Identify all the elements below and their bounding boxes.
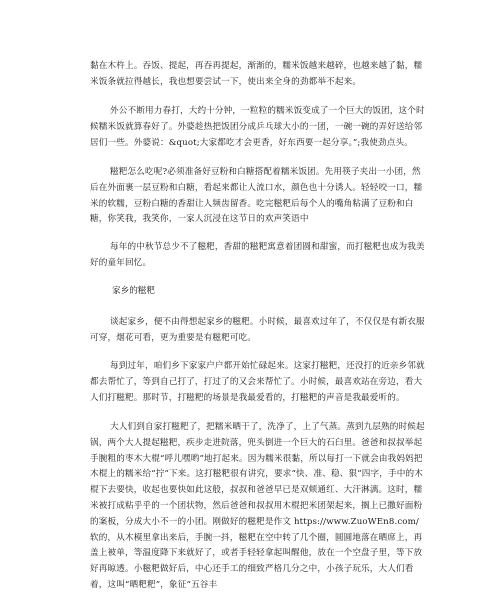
paragraph-4: 每年的中秋节总少不了糍粑，香甜的糍粑寓意着团圆和甜蜜，而打糍粑也成为我美好的童年回忆。 [90, 242, 425, 268]
paragraph-3: 糍粑怎么吃呢?必须准备好豆粉和白糖搭配着糯米饭团。先用筷子夹出一小团，然后在外面裹一层豆粉和白糖，看起来都让人流口水，颜色也十分诱人。轻轻咬一口，糯米的软糯，豆粉白糖的香甜让人频齿留香。吃完糍粑后每个人的嘴角粘满了豆粉和白糖，你笑我，我笑你，一家人沉浸在这节日的欢声笑语中 [90, 167, 423, 225]
paragraph-6: 每到过年，咱们乡下家家户户都开始忙碌起来。这家打糍粑，还没打的近亲乡邻就都去帮忙了，等到自己打了，打过了的又会来帮忙了。小时候，最喜欢站在旁边，看大人们打糍粑。那时节，打糍粑的场景是我最爱看的，打糍粑的声音是我最爱听的。 [90, 361, 425, 403]
section-heading: 家乡的糍粑 [112, 286, 155, 296]
paragraph-2: 外公不断用力春打，大约十分钟，一粒粒的糯米饭变成了一个巨大的饭团，这个时候糯米饭就算春好了。外婆趁热把饭团分成乒乓球大小的一团，一碗一碗的弄好送给邻居们一些。外婆说：&quot;大家都吃才会更香，好东西要一起分享。”;我使劲点头。 [90, 106, 425, 148]
paragraph-7: 大人们到自家打糍粑了，把糯米晒干了，洗净了，上了气蒸。蒸到九层熟的时候起锅，两个大人提起糍粑，疾步走进院落，兜头倒进一个巨大的石臼里。爸爸和叔叔举起手腕粗的枣木大棍“呼儿嘿哟”地打起来。因为糯米很黏，所以每打一下就会由我妈妈把木棍上的糯米给“拧”下来。这打糍粑很有讲究，要求“快、准、稳、狠”四字，手中的木棍下去要快，收起也要快如此这般，叔叔和爸爸早已是双颊通红、大汗淋漓。这时，糯米被打成粘乎乎的一个团状物，然后爸爸和叔叔用木棍把米团架起来，搁上已撒好面粉的案板，分成大小不一的小团。刚做好的糍粑是作文 https://www.ZuoWEn8.com/软的，从木模里拿出来后，手腕一抖，糍粑在空中转了几个圈，圆圆地落在晒席上，再盖上被单，等温度降下来就好了，或者手轻轻拿起叫醒他，放在一个空盘子里，等下放好再晾透。小糍粑做好后，中心还手工的细致严格几分之中，小孩子玩乐，大人们看着，这叫“晒粑粑”，象征“五谷丰 [90, 422, 425, 590]
paragraph-1: 黏在木杵上。吞饭、提起，再吞再提起，渐渐的，糯米饭越来越碎，也越来越了黏，糯米饭条就拉得越长，我也想要尝试一下，使出来全身的劲都举不起来。 [90, 61, 423, 87]
paragraph-5: 谈起家乡，便不由得想起家乡的糍粑。小时候，最喜欢过年了，不仅仅是有新衣服可穿，烟花可看，更为重要是有糍粑可吃。 [90, 317, 425, 343]
